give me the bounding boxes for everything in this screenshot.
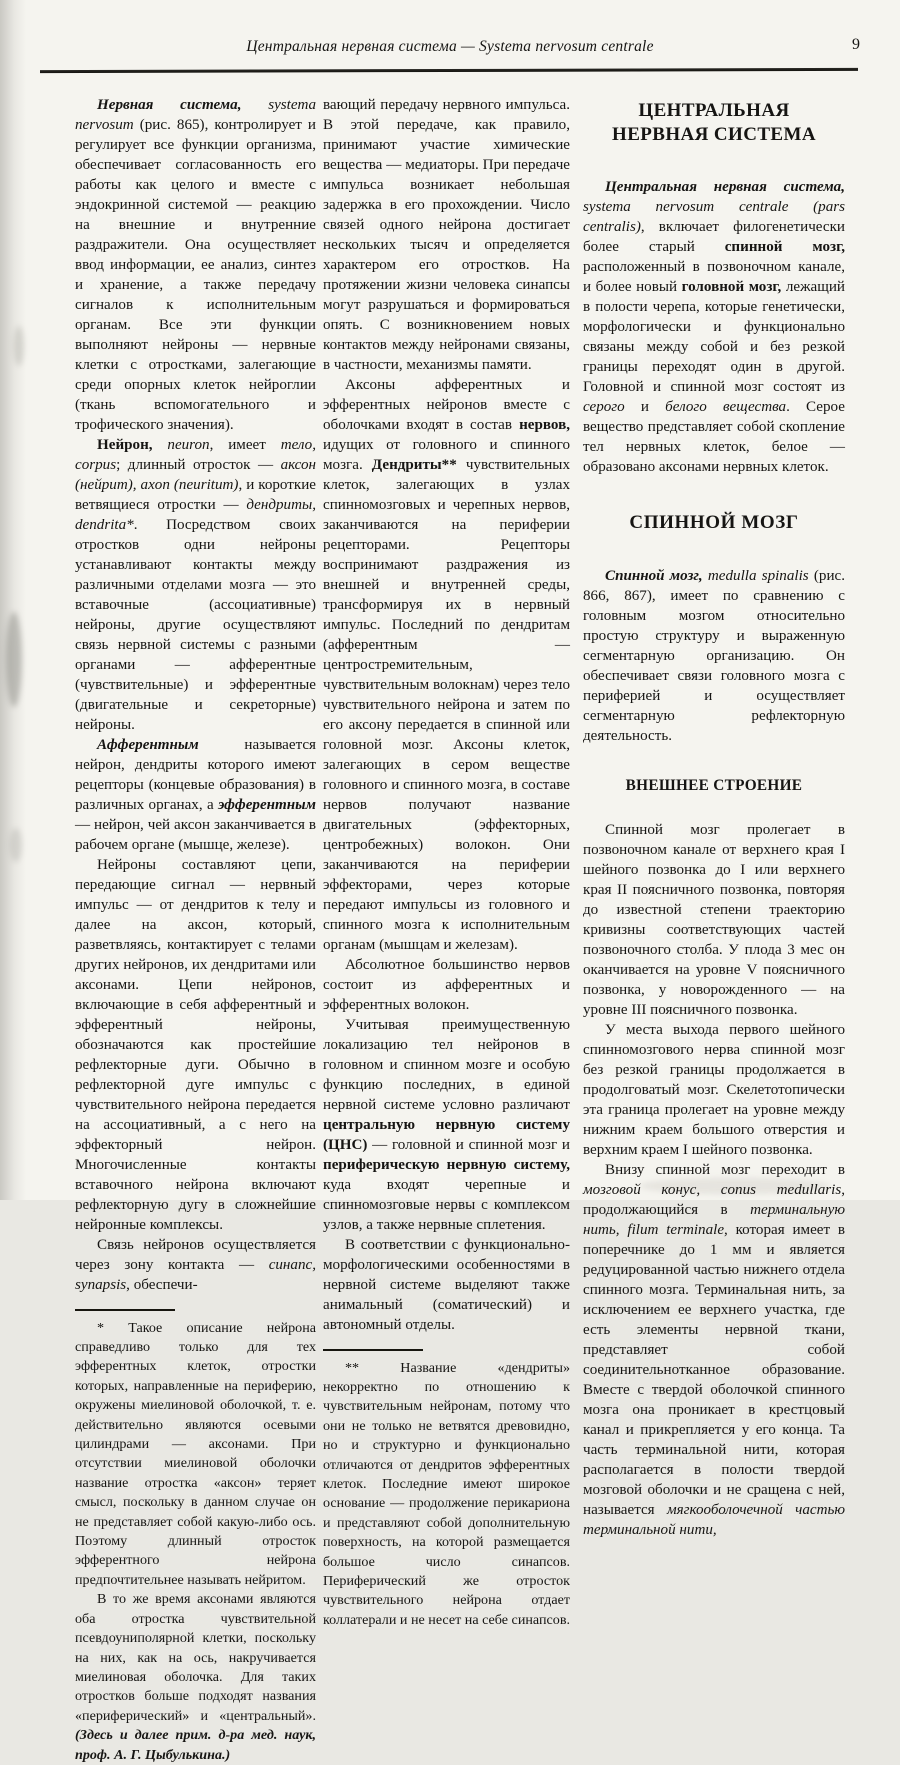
body-paragraph: У места выхода первого шейного спинномозгового нерва спинной мозг без резкой границы продолжается в продолговатый мозг. Скелетотопически эта граница пролегает на уровне между нижним краем большого отверстия и верхним краем I шейного позвонка. xyxy=(583,1022,845,1158)
footnote-paragraph: * Такое описание нейрона справедливо только для тех эфферентных клеток, отростки которых, направленные на периферию, окружены миелиновой оболочкой, т. е. действительно являются осевыми цилиндрами — аксонами. При отсутствии миелиновой оболочки название отростка «аксон» теряет смысл, поскольку в данном случае он не представляет собой какую-либо ось. Поэтому длинный отросток эфферентного нейрона предпочтительнее называть нейритом. xyxy=(75,1319,316,1588)
body-paragraph: В соответствии с функционально-морфологическими особенностями в нервной системе выделяют также анимальный (соматический) и автономный отделы. xyxy=(323,1237,570,1333)
footnote-paragraph: ** Название «дендриты» некорректно по отношению к чувствительным нейронам, потому что они не только не ветвятся древовидно, но и структурно и функционально отличаются от дендритов эфферентных клеток. Последние имеют широкое основание — продолжение перикариона и представляют собой дополнительную поверхность, на которой размещается большое число синапсов. Периферический же отросток чувствительного нейрона отдает коллатерали и не несет на себе синапсов. xyxy=(323,1359,570,1628)
scan-edge-shadow xyxy=(0,0,26,1200)
header-rule xyxy=(40,68,858,73)
body-paragraph: Абсолютное большинство нервов состоит из афферентных и эфферентных волокон. xyxy=(323,957,570,1013)
body-paragraph: Афферентным называется нейрон, дендриты которого имеют рецепторы (концевые образования) в различных органах, а эфферентным — нейрон, чей аксон заканчивается в рабочем органе (мышце, железе). xyxy=(75,737,316,853)
body-paragraph: Нервная система, systema nervosum (рис. 865), контролирует и регулирует все функции организма, обеспечивает согласованность его работы как целого и вместе с эндокринной системой — реакцию на внешние и внутренние раздражители. Она осуществляет ввод информации, ее анализ, синтез и хранение, а также передачу сигналов к исполнительным органам. Все эти функции выполняют нейроны — нервные клетки с отростками, залегающие среди опорных клеток нейроглии (ткань вспомогательного и трофического значения). xyxy=(75,97,316,433)
scan-smudge xyxy=(14,326,24,366)
section-heading: СПИННОЙ МОЗГ xyxy=(629,512,799,533)
footnote-rule xyxy=(75,1309,175,1311)
body-paragraph: Аксоны афферентных и эфферентных нейронов вместе с оболочками входят в состав нервов, идущих от головного и спинного мозга. Дендриты** чувствительных клеток, залегающих в узлах спинномозговых и черепных нервов, заканчиваются на периферии рецепторами. Рецепторы воспринимают раздражения из внешней и внутренней среды, трансформируя их в нервный импульс. Последний по дендритам (афферентным — центростремительным, чувствительным волокнам) через тело чувствительного нейрона и затем по его аксону передается в спинной или головной мозг. Аксоны клеток, залегающих в сером веществе головного и спинного мозга, в составе нервов получают название двигательных (эффекторных, центробежных) волокон. Они заканчиваются на периферии эффекторами, через которые передают импульсы из головного и спинного мозга к исполнительным органам (мышцам и железам). xyxy=(323,377,570,953)
text-column-3 xyxy=(583,95,845,1540)
body-paragraph: Спинной мозг, medulla spinalis (рис. 866, 867), имеет по сравнению с головным мозгом относительно простую структуру и выраженную сегментарную организацию. Он обеспечивает связи головного мозга с периферией и осуществляет сегментарную рефлекторную деятельность. xyxy=(583,568,845,744)
text-column-2 xyxy=(323,95,570,1630)
body-paragraph: Нейрон, neuron, имеет тело, corpus; длинный отросток — аксон (нейрит), axon (neuritum), и короткие ветвящиеся отростки — дендриты, dendrita*. Посредством своих отростков одни нейроны устанавливают контакты между различными отделами мозга — это вставочные (ассоциативные) нейроны, другие осуществляют связь нервной системы с разными органами — афферентные (чувствительные) и эфферентные (двигательные и секреторные) нейроны. xyxy=(75,437,316,733)
footnote-rule xyxy=(323,1349,423,1351)
body-paragraph: Нейроны составляют цепи, передающие сигнал — нервный импульс — от дендритов к телу и далее на аксон, который, разветвляясь, контактирует с телами других нейронов, их дендритами или аксонами. Цепи нейронов, включающие в себя афферентный и эфферентный нейроны, обозначаются как простейшие рефлекторные дуги. Обычно в рефлекторной дуге импульс с чувствительного нейрона передается на ассоциативный, а с него на эффекторный нейрон. Многочисленные контакты вставочного нейрона включают рефлекторную дугу в сложнейшие нейронные комплексы. xyxy=(75,857,316,1233)
body-paragraph: Внизу спинной мозг переходит в мозговой конус, conus medullaris, продолжающийся в терминальную нить, filum terminale, которая имеет в поперечнике до 1 мм и является редуцированной частью нижнего отдела спинного мозга. Терминальная нить, за исключением ее верхнего участка, где есть элементы нервной ткани, представляет собой соединительнотканное образование. Вместе с твердой оболочкой спинного мозга она проникает в крестцовый канал и прикрепляется у его конца. Та часть терминальной нити, которая располагается в полости твердой мозговой оболочки и не сращена с ней, называется мягкооболочечной частью терминальной нити, xyxy=(583,1162,845,1538)
body-paragraph: Спинной мозг пролегает в позвоночном канале от верхнего края I шейного позвонка до I или верхнего края II поясничного позвонка, повторяя до известной степени траекторию кривизны соответствующих частей позвоночного столба. У плода 3 мес он оканчивается на уровне V поясничного позвонка, у новорожденного — на уровне III поясничного позвонка. xyxy=(583,822,845,1018)
body-paragraph: Центральная нервная система, systema nervosum centrale (pars centralis), включает филогенетически более старый спинной мозг, расположенный в позвоночном канале, и более новый головной мозг, лежащий в полости черепа, которые генетически, морфологически и функционально связаны между собой и без резкой границы переходят один в другой. Головной и спинной мозг состоят из серого и белого вещества. Серое вещество представляет собой скопление тел нервных клеток, белое — образовано аксонами нервных клеток. xyxy=(583,179,845,475)
body-paragraph: Учитывая преимущественную локализацию тел нейронов в головном и спинном мозге и особую функцию последних, в единой нервной системе условно различают центральную нервную систему (ЦНС) — головной и спинной мозг и периферическую нервную систему, куда входят черепные и спинномозговые нервы с комплексом узлов, а также нервные сплетения. xyxy=(323,1017,570,1233)
text-column-1 xyxy=(75,95,316,1765)
running-header: Центральная нервная система — Systema nervosum centrale xyxy=(246,38,654,55)
section-heading: ВНЕШНЕЕ СТРОЕНИЕ xyxy=(625,777,803,794)
page-number: 9 xyxy=(852,36,860,53)
body-paragraph: вающий передачу нервного импульса. В этой передаче, как правило, принимают участие химические вещества — медиаторы. При передаче импульса возникает небольшая задержка в его прохождении. Число связей одного нейрона достигает нескольких тысяч и определяется характером его отростков. На протяжении жизни человека синапсы могут разрушаться и формироваться опять. С возникновением новых контактов между нейронами связаны, в частности, механизмы памяти. xyxy=(323,97,570,373)
scan-smudge xyxy=(6,612,22,707)
footnote-paragraph: В то же время аксонами являются оба отростка чувствительной псевдоуниполярной клетки, поскольку на них, как на ось, накручивается миелиновая оболочка. Для таких отростков больше подходят названия «периферический» и «центральный». (Здесь и далее прим. д-ра мед. наук, проф. А. Г. Цыбулькина.) xyxy=(75,1591,316,1763)
section-heading: ЦЕНТРАЛЬНАЯ НЕРВНАЯ СИСТЕМА xyxy=(612,100,816,145)
body-paragraph: Связь нейронов осуществляется через зону контакта — синапс, synapsis, обеспечи- xyxy=(75,1237,316,1293)
scan-smudge xyxy=(10,828,22,862)
